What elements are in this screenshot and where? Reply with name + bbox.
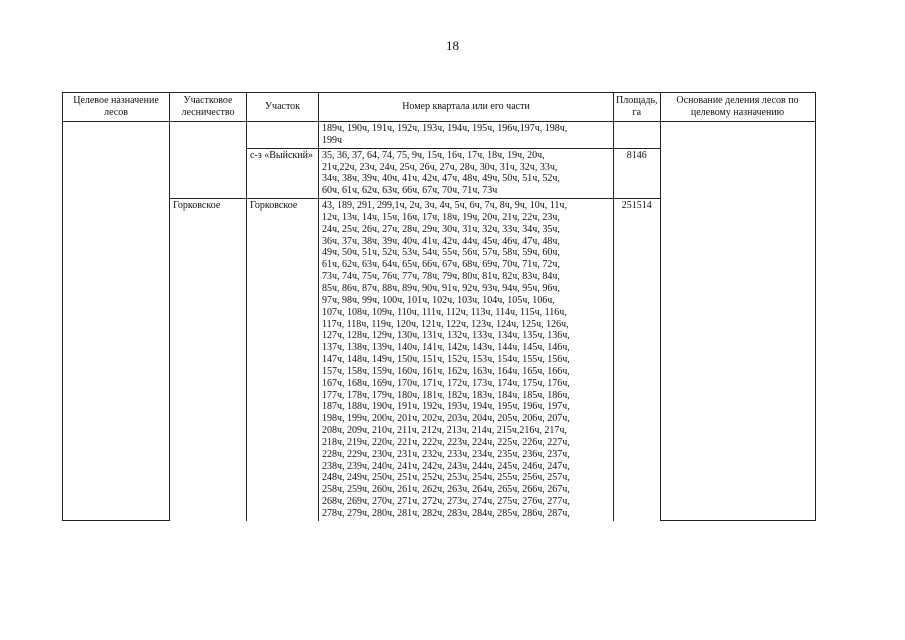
section-cell: Горковское: [247, 199, 319, 521]
purpose-cell: [63, 122, 170, 521]
area-cell: [614, 122, 661, 149]
section-cell: с-з «Выйский»: [247, 148, 319, 198]
forestry-cell: [170, 122, 247, 199]
header-section: Участок: [247, 93, 319, 122]
header-area: Площадь, га: [614, 93, 661, 122]
area-cell: 8146: [614, 148, 661, 198]
quarters-cell: 189ч, 190ч, 191ч, 192ч, 193ч, 194ч, 195ч, 196ч,197ч, 198ч, 199ч: [319, 122, 614, 149]
header-purpose: Целевое назначение лесов: [63, 93, 170, 122]
header-quarters: Номер квартала или его части: [319, 93, 614, 122]
header-forestry: Участковое лесничество: [170, 93, 247, 122]
section-cell: [247, 122, 319, 149]
table-row: [63, 122, 816, 149]
header-basis: Основание деления лесов по целевому назначению: [660, 93, 815, 122]
area-cell: 251514: [614, 199, 661, 521]
page-number: 18: [446, 38, 459, 53]
quarters-cell: 43, 189, 291, 299,1ч, 2ч, 3ч, 4ч, 5ч, 6ч, 7ч, 8ч, 9ч, 10ч, 11ч, 12ч, 13ч, 14ч, 15ч, 16ч, 17ч, 18ч, 19ч, 20ч, 21ч, 22ч, 23ч, 24ч, 25ч, 26ч, 27ч, 28ч, 29ч, 30ч, 31ч, 32ч, 33ч, 34ч, 35ч, 36ч, 37ч, 38ч, 39ч, 40ч, 41ч, 42ч, 44ч, 45ч, 46ч, 47ч, 48ч, 49ч, 50ч, 51ч, 52ч, 53ч, 54ч, 55ч, 56ч, 57ч, 58ч, 59ч, 60ч, 61ч, 62ч, 63ч, 64ч, 65ч, 66ч, 67ч, 68ч, 69ч, 70ч, 71ч, 72ч, 73ч, 74ч, 75ч, 76ч, 77ч, 78ч, 79ч, 80ч, 81ч, 82ч, 83ч, 84ч, 85ч, 86ч, 87ч, 88ч, 89ч, 90ч, 91ч, 92ч, 93ч, 94ч, 95ч, 96ч, 97ч, 98ч, 99ч, 100ч, 101ч, 102ч, 103ч, 104ч, 105ч, 106ч, 107ч, 108ч, 109ч, 110ч, 111ч, 112ч, 113ч, 114ч, 115ч, 116ч, 117ч, 118ч, 119ч, 120ч, 121ч, 122ч, 123ч, 124ч, 125ч, 126ч, 127ч, 128ч, 129ч, 130ч, 131ч, 132ч, 133ч, 134ч, 135ч, 136ч, 137ч, 138ч, 139ч, 140ч, 141ч, 142ч, 143ч, 144ч, 145ч, 146ч, 147ч, 148ч, 149ч, 150ч, 151ч, 152ч, 153ч, 154ч, 155ч, 156ч, 157ч, 158ч, 159ч, 160ч, 161ч, 162ч, 163ч, 164ч, 165ч, 166ч, 167ч, 168ч, 169ч, 170ч, 171ч, 172ч, 173ч, 174ч, 175ч, 176ч, 177ч, 178ч, 179ч, 180ч, 181ч, 182ч, 183ч, 184ч, 185ч, 186ч, 187ч, 188ч, 190ч, 191ч, 192ч, 193ч, 194ч, 195ч, 196ч, 197ч, 198ч, 199ч, 200ч, 201ч, 202ч, 203ч, 204ч, 205ч, 206ч, 207ч, 208ч, 209ч, 210ч, 211ч, 212ч, 213ч, 214ч, 215ч,216ч, 217ч, 218ч, 219ч, 220ч, 221ч, 222ч, 223ч, 224ч, 225ч, 226ч, 227ч, 228ч, 229ч, 230ч, 231ч, 232ч, 233ч, 234ч, 235ч, 236ч, 237ч, 238ч, 239ч, 240ч, 241ч, 242ч, 243ч, 244ч, 245ч, 246ч, 247ч, 248ч, 249ч, 250ч, 251ч, 252ч, 253ч, 254ч, 255ч, 256ч, 257ч, 258ч, 259ч, 260ч, 261ч, 262ч, 263ч, 264ч, 265ч, 266ч, 267ч, 268ч, 269ч, 270ч, 271ч, 272ч, 273ч, 274ч, 275ч, 276ч, 277ч, 278ч, 279ч, 280ч, 281ч, 282ч, 283ч, 284ч, 285ч, 286ч, 287ч,: [319, 199, 614, 521]
table-header-row: [63, 93, 816, 122]
forestry-cell: Горковское: [170, 199, 247, 521]
quarters-cell: 35, 36, 37, 64, 74, 75, 9ч, 15ч, 16ч, 17ч, 18ч, 19ч, 20ч, 21ч,22ч, 23ч, 24ч, 25ч, 26ч, 27ч, 28ч, 30ч, 31ч, 32ч, 33ч, 34ч, 38ч, 39ч, 40ч, 41ч, 42ч, 47ч, 48ч, 49ч, 50ч, 51ч, 52ч, 60ч, 61ч, 62ч, 63ч, 66ч, 67ч, 70ч, 71ч, 73ч: [319, 148, 614, 198]
forest-division-table: [62, 92, 816, 521]
basis-cell: [660, 122, 815, 521]
